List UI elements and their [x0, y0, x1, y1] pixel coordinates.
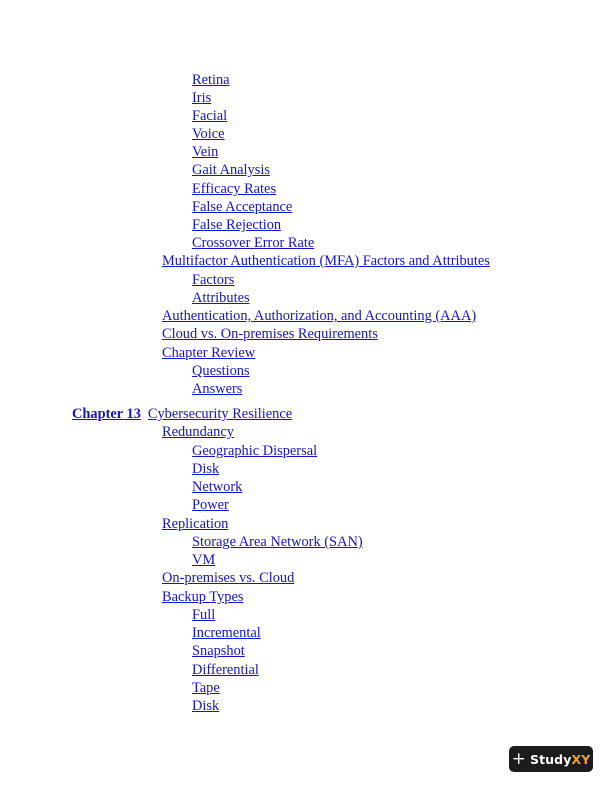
toc-entry-onprem-vs-cloud[interactable]: On-premises vs. Cloud [162, 570, 295, 586]
toc-entry-differential[interactable]: Differential [192, 662, 259, 678]
chapter-heading [72, 405, 292, 423]
toc-entry-mfa-factors-attributes[interactable]: Multifactor Authentication (MFA) Factors and Attributes [162, 253, 490, 269]
toc-entry-false-acceptance[interactable]: False Acceptance [192, 199, 293, 215]
toc-entry-answers[interactable]: Answers [192, 381, 243, 397]
toc-entry-iris[interactable]: Iris [192, 90, 212, 106]
toc-entry-efficacy-rates[interactable]: Efficacy Rates [192, 181, 277, 197]
plus-icon: + [511, 748, 526, 769]
toc-entry-snapshot[interactable]: Snapshot [192, 643, 245, 659]
toc-entry-backup-types[interactable]: Backup Types [162, 589, 244, 605]
toc-entry-disk[interactable]: Disk [192, 461, 220, 477]
toc-entry-vein[interactable]: Vein [192, 144, 219, 160]
toc-entry-tape[interactable]: Tape [192, 680, 220, 696]
chapter-number-link[interactable]: Chapter 13 [72, 406, 141, 422]
toc-entry-power[interactable]: Power [192, 497, 229, 513]
toc-entry-redundancy[interactable]: Redundancy [162, 424, 234, 440]
toc-entry-aaa[interactable]: Authentication, Authorization, and Accounting (AAA) [162, 308, 477, 324]
toc-entry-false-rejection[interactable]: False Rejection [192, 217, 282, 233]
toc-entry-questions[interactable]: Questions [192, 363, 250, 379]
toc-entry-voice[interactable]: Voice [192, 126, 225, 142]
toc-entry-geographic-dispersal[interactable]: Geographic Dispersal [192, 443, 318, 459]
toc-entry-retina[interactable]: Retina [192, 72, 230, 88]
toc-entry-disk-backup[interactable]: Disk [192, 698, 220, 714]
toc-entry-san[interactable]: Storage Area Network (SAN) [192, 534, 363, 550]
toc-entry-attributes[interactable]: Attributes [192, 290, 250, 306]
toc-entry-gait-analysis[interactable]: Gait Analysis [192, 162, 270, 178]
toc-entry-facial[interactable]: Facial [192, 108, 228, 124]
toc-entry-incremental[interactable]: Incremental [192, 625, 261, 641]
toc-entry-cloud-vs-onprem-requirements[interactable]: Cloud vs. On-premises Requirements [162, 326, 378, 342]
chapter-title-link[interactable]: Cybersecurity Resilience [147, 406, 293, 422]
toc-entry-full[interactable]: Full [192, 607, 216, 623]
toc-entry-vm[interactable]: VM [192, 552, 216, 568]
studyxy-badge[interactable] [509, 746, 593, 772]
toc-entry-crossover-error-rate[interactable]: Crossover Error Rate [192, 235, 315, 251]
brand-prefix: Study [529, 751, 572, 767]
toc-entry-chapter-review[interactable]: Chapter Review [162, 345, 256, 361]
brand-suffix: XY [571, 751, 591, 767]
toc-entry-network[interactable]: Network [192, 479, 243, 495]
toc-entry-replication[interactable]: Replication [162, 516, 229, 532]
toc-entry-factors[interactable]: Factors [192, 272, 235, 288]
